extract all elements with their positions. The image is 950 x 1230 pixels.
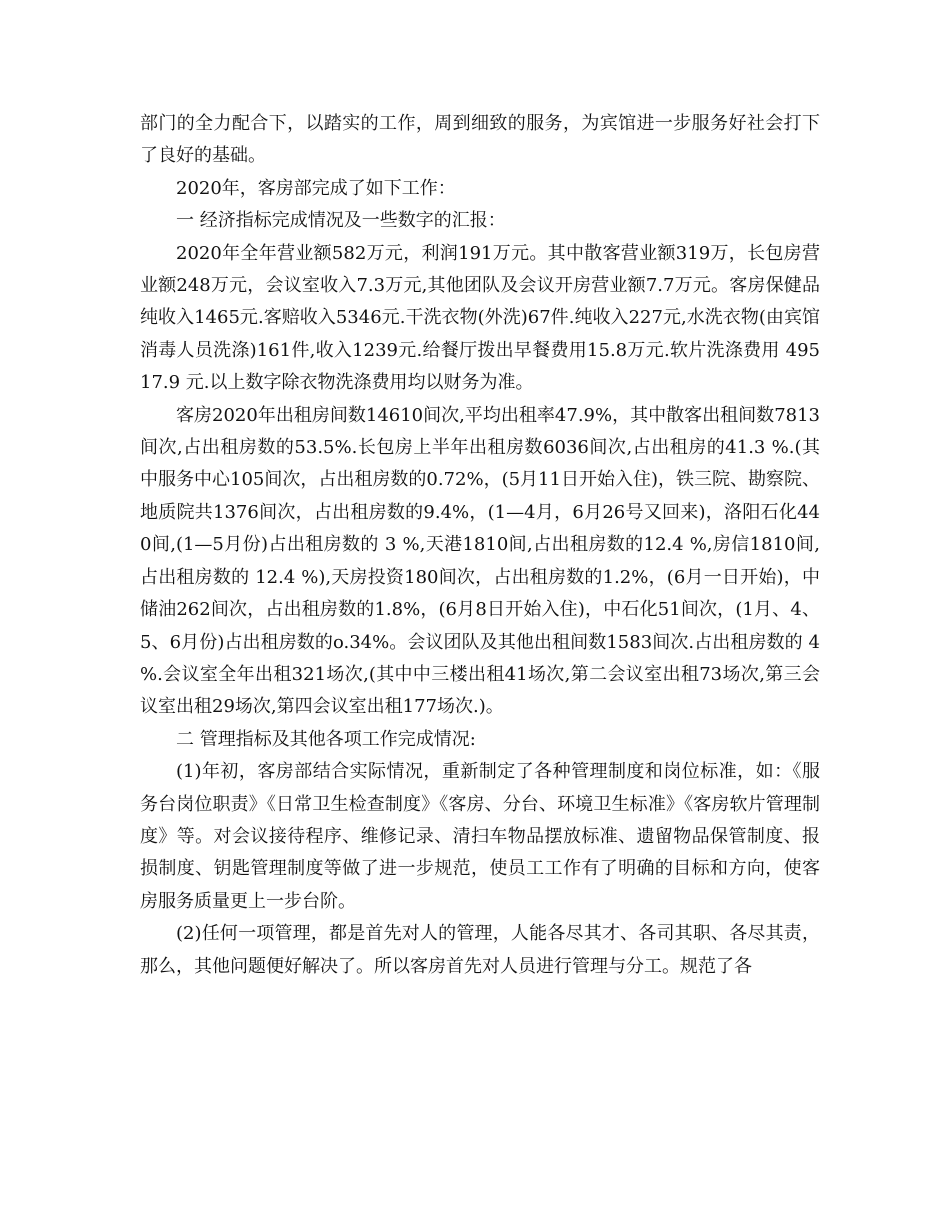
paragraph-management-2: (2)任何一项管理，都是首先对人的管理，人能各尽其才、各司其职、各尽其责，那么，其他问题便好解决了。所以客房首先对人员进行管理与分工。规范了各 [140,923,820,977]
section-heading-management: 二 管理指标及其他各项工作完成情况: [176,728,476,750]
paragraph-continuation: 部门的全力配合下，以踏实的工作，周到细致的服务，为宾馆进一步服务好社会打下了良好的基础。 [140,113,820,167]
paragraph-management-1: (1)年初，客房部结合实际情况，重新制定了各种管理制度和岗位标准，如：《服务台岗位职责》《日常卫生检查制度》《客房、分台、环境卫生标准》《客房软片管理制度》等。对会议接待程序、维修记录、清扫车物品摆放标准、遗留物品保管制度、报损制度、钥匙管理制度等做了进一步规范，使员工工作有了明确的目标和方向，使客房服务质量更上一步台阶。 [140,761,820,912]
section-heading-economic: 一 经济指标完成情况及一些数字的汇报： [176,210,506,232]
paragraph-revenue: 2020年全年营业额582万元，利润191万元。其中散客营业额319万，长包房营业额248万元，会议室收入7.3万元,其他团队及会议开房营业额7.7万元。客房保健品纯收入1465元.客赔收入5346元.干洗衣物(外洗)67件.纯收入227元,水洗衣物(由宾馆消毒人员洗涤)161件,收入1239元.给餐厅拨出早餐费用15.8万元.软片洗涤费用 49517.9 元.以上数字除衣物洗涤费用均以财务为准。 [140,242,820,394]
document-body [140,108,820,983]
paragraph-occupancy: 客房2020年出租房间数14610间次,平均出租率47.9%，其中散客出租间数7813间次,占出租房数的53.5%.长包房上半年出租房数6036间次,占出租房的41.3 %.(其中服务中心105间次，占出租房数的0.72%，(5月11日开始入住)，铁三院、勘察院、地质院共1376间次，占出租房数的9.4%，(1—4月，6月26号又回来)，洛阳石化440间,(1—5月份)占出租房数的 3 %,天港1810间,占出租房数的12.4 %,房信1810间,占出租房数的 12.4 %),天房投资180间次，占出租房数的1.2%，(6月一日开始)，中储油262间次，占出租房数的1.8%，(6月8日开始入住)，中石化51间次，(1月、4、5、6月份)占出租房数的o.34%。会议团队及其他出租间数1583间次.占出租房数的 4 %.会议室全年出租321场次,(其中中三楼出租41场次,第二会议室出租73场次,第三会议室出租29场次,第四会议室出租177场次.)。 [140,404,820,718]
paragraph-year-summary: 2020年，客房部完成了如下工作： [176,177,456,199]
